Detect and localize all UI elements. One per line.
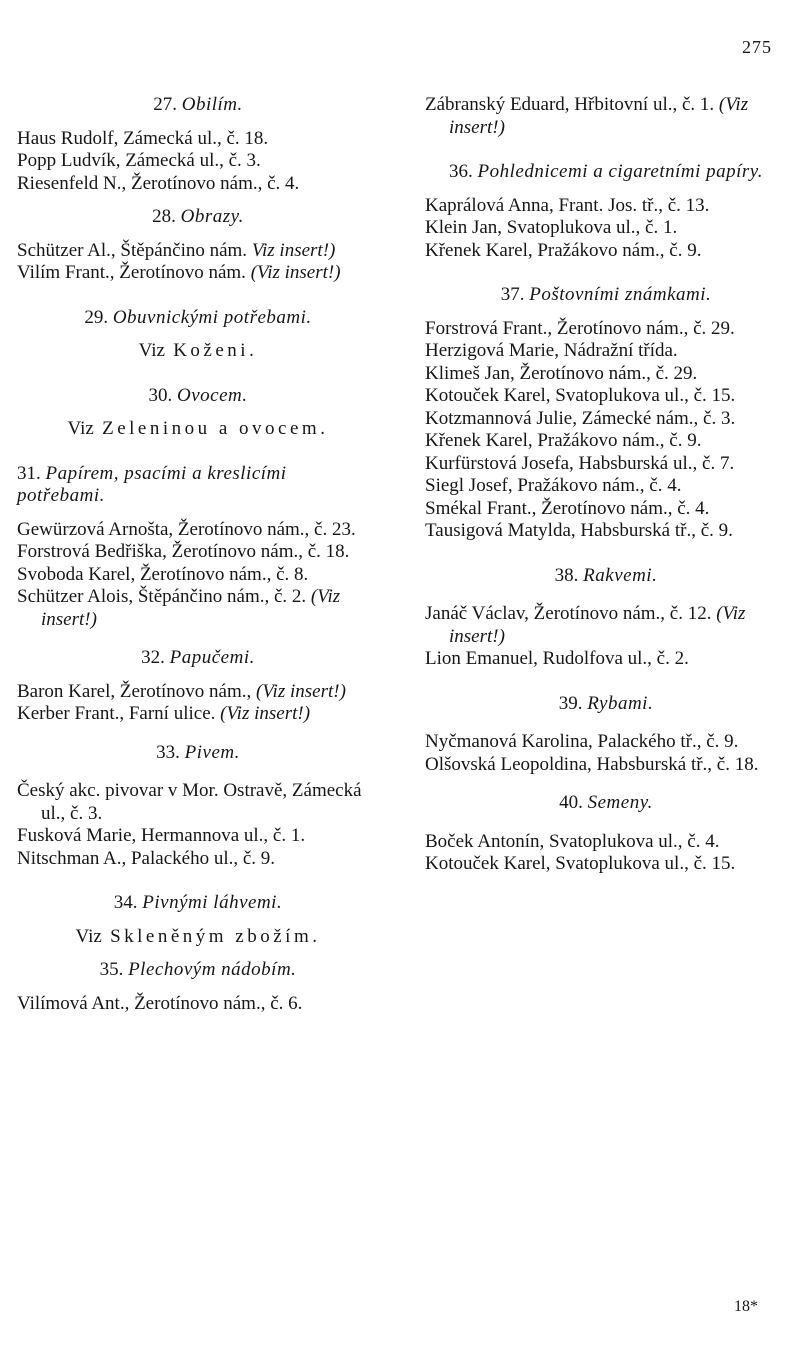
list-item: Smékal Frant., Žerotínovo nám., č. 4.	[425, 497, 710, 519]
list-item: Schützer Al., Štěpánčino nám. Viz insert!)	[17, 239, 336, 261]
list-item: Zábranský Eduard, Hřbitovní ul., č. 1. (Viz insert!)	[425, 94, 749, 138]
section-heading: 33. Pivem.	[156, 741, 240, 763]
list-item: Nitschman A., Palackého ul., č. 9.	[17, 847, 276, 869]
list-item: Křenek Karel, Pražákovo nám., č. 9.	[425, 239, 702, 261]
list-item: Svoboda Karel, Žerotínovo nám., č. 8.	[17, 563, 309, 585]
list-item: Popp Ludvík, Zámecká ul., č. 3.	[17, 150, 261, 171]
section-heading: 39. Rybami.	[558, 692, 654, 714]
list-item: Kerber Frant., Farní ulice. (Viz insert!)	[17, 703, 311, 724]
list-item: Schützer Alois, Štěpánčino nám., č. 2. (Viz insert!)	[17, 586, 341, 630]
section-heading: 40. Semeny.	[559, 792, 653, 813]
page-number: 275	[742, 37, 772, 57]
section-heading: 28. Obrazy.	[152, 206, 244, 227]
list-item: Klimeš Jan, Žerotínovo nám., č. 29.	[425, 362, 698, 384]
list-item: Gewürzová Arnošta, Žerotínovo nám., č. 23.	[17, 518, 356, 540]
list-item: Boček Antonín, Svatoplukova ul., č. 4.	[425, 830, 720, 852]
cross-reference: Viz Zeleninou a ovocem.	[67, 418, 329, 439]
list-item: Herzigová Marie, Nádražní třída.	[425, 340, 678, 361]
list-item: Kotouček Karel, Svatoplukova ul., č. 15.	[425, 385, 736, 406]
section-heading: 32. Papučemi.	[141, 647, 255, 668]
list-item: Riesenfeld N., Žerotínovo nám., č. 4.	[17, 172, 300, 194]
section-heading: 38. Rakvemi.	[554, 564, 658, 586]
section-heading: 27. Obilím.	[153, 94, 243, 115]
cross-reference: Viz Skleněným zbožím.	[75, 925, 321, 947]
list-item: Haus Rudolf, Zámecká ul., č. 18.	[17, 127, 269, 149]
section-heading: 30. Ovocem.	[148, 384, 248, 406]
section-heading: 35. Plechovým nádobím.	[99, 959, 297, 980]
list-item: Kurfürstová Josefa, Habsburská ul., č. 7.	[425, 452, 735, 474]
left-column	[17, 94, 379, 1015]
list-item: Forstrová Bedřiška, Žerotínovo nám., č. 18.	[17, 541, 350, 562]
right-column	[425, 94, 787, 876]
section-heading: 29. Obuvnickými potřebami.	[84, 306, 312, 328]
list-item: Siegl Josef, Pražákovo nám., č. 4.	[425, 475, 682, 496]
section-heading: 36. Pohlednicemi a cigaretními papíry.	[449, 161, 763, 182]
list-item: Tausigová Matylda, Habsburská tř., č. 9.	[425, 520, 733, 541]
list-item: Kotzmannová Julie, Zámecké nám., č. 3.	[425, 407, 736, 429]
list-item: Český akc. pivovar v Mor. Ostravě, Zámecká ul., č. 3.	[17, 780, 362, 824]
list-item: Kotouček Karel, Svatoplukova ul., č. 15.	[425, 853, 736, 874]
list-item: Nyčmanová Karolina, Palackého tř., č. 9.	[425, 731, 739, 752]
list-item: Vilím Frant., Žerotínovo nám. (Viz insert!)	[17, 262, 341, 283]
list-item: Fusková Marie, Hermannova ul., č. 1.	[17, 825, 306, 846]
list-item: Vilímová Ant., Žerotínovo nám., č. 6.	[17, 992, 303, 1014]
cross-reference: Viz Koženi.	[138, 340, 258, 361]
section-heading: 34. Pivnými láhvemi.	[113, 892, 283, 913]
list-item: Křenek Karel, Pražákovo nám., č. 9.	[425, 430, 702, 451]
section-heading: 37. Poštovními známkami.	[500, 284, 712, 305]
list-item: Forstrová Frant., Žerotínovo nám., č. 29.	[425, 317, 735, 339]
section-heading: 31. Papírem, psacími a kreslicími potřebami.	[17, 462, 287, 506]
list-item: Janáč Václav, Žerotínovo nám., č. 12. (Viz insert!)	[425, 603, 746, 647]
list-item: Baron Karel, Žerotínovo nám., (Viz insert!)	[17, 680, 346, 702]
list-item: Lion Emanuel, Rudolfova ul., č. 2.	[425, 648, 689, 669]
list-item: Kaprálová Anna, Frant. Jos. tř., č. 13.	[425, 194, 710, 216]
list-item: Olšovská Leopoldina, Habsburská tř., č. 18.	[425, 753, 759, 775]
list-item: Klein Jan, Svatoplukova ul., č. 1.	[425, 217, 678, 238]
signature-mark: 18*	[734, 1298, 758, 1315]
